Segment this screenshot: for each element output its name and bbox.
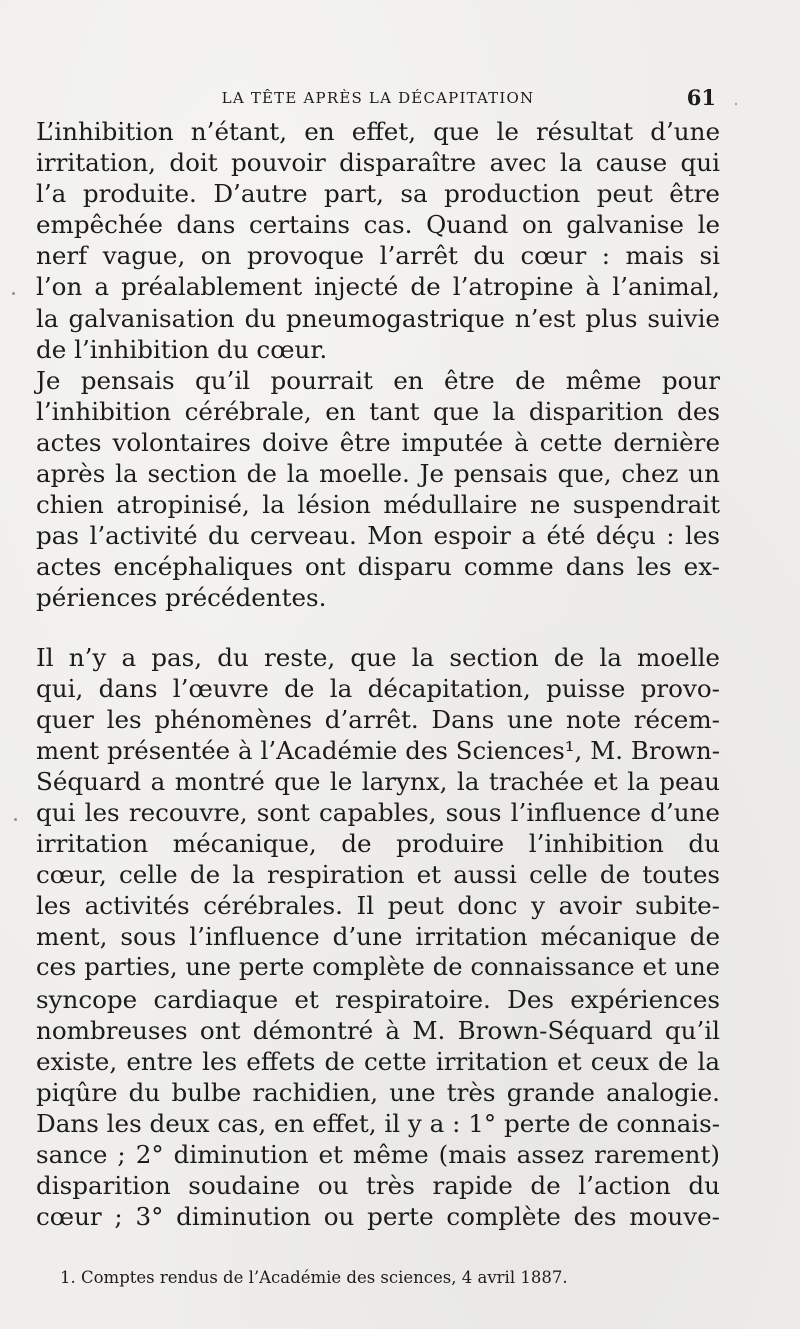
text-line: chien atropinisé, la lésion médullaire ne suspendrait (36, 490, 720, 520)
text-line: ment présentée à l’Académie des Sciences¹, M. Brown- (36, 735, 720, 765)
paper-speck (735, 103, 737, 105)
text-line: qui les recouvre, sont capables, sous l’influence d’une (36, 797, 720, 827)
text-line: disparition soudaine ou très rapide de l’action du (36, 1171, 720, 1201)
text-line: empêchée dans certains cas. Quand on galvanise le (36, 210, 720, 240)
footnote: 1. Comptes rendus de l’Académie des sciences, 4 avril 1887. (60, 1268, 568, 1287)
text-line: après la section de la moelle. Je pensais que, chez un (36, 459, 720, 489)
text-line: l’on a préalablement injecté de l’atropine à l’animal, (36, 272, 720, 302)
text-line: irritation mécanique, de produire l’inhibition du (36, 829, 720, 859)
text-line: de l’inhibition du cœur. (36, 334, 328, 364)
paragraph-2 (36, 365, 720, 614)
text-line: l’inhibition cérébrale, en tant que la disparition des (36, 396, 720, 426)
text-line: la galvanisation du pneumogastrique n’est plus suivie (36, 303, 720, 333)
text-line: nombreuses ont démontré à M. Brown-Séquard qu’il (36, 1015, 720, 1045)
text-line: ces parties, une perte complète de connaissance et une (36, 953, 720, 982)
text-line: nerf vague, on provoque l’arrêt du cœur : mais si (36, 241, 720, 271)
text-line: L’inhibition n’étant, en effet, que le résultat d’une (36, 117, 720, 146)
text-line: Je pensais qu’il pourrait en être de même pour (36, 365, 720, 395)
text-line: périences précédentes. (36, 583, 327, 613)
text-line: piqûre du bulbe rachidien, une très grande analogie. (36, 1077, 720, 1107)
text-line: cœur ; 3° diminution ou perte complète des mouve- (36, 1202, 720, 1232)
text-line: Séquard a montré que le larynx, la trachée et la peau (36, 766, 720, 796)
paragraph-3 (36, 642, 720, 1233)
text-line: qui, dans l’œuvre de la décapitation, puisse provo- (36, 673, 720, 703)
paragraph-gap (36, 614, 720, 642)
running-header (36, 85, 720, 111)
body-text (36, 116, 720, 1232)
text-line: sance ; 2° diminution et même (mais assez rarement) (36, 1140, 720, 1169)
paper-speck (12, 292, 15, 295)
text-line: cœur, celle de la respiration et aussi celle de toutes (36, 860, 720, 890)
text-line: existe, entre les effets de cette irritation et ceux de la (36, 1046, 720, 1076)
paragraph-1 (36, 116, 720, 365)
running-title: LA TÊTE APRÈS LA DÉCAPITATION (221, 89, 535, 107)
text-line: les activités cérébrales. Il peut donc y avoir subite- (36, 891, 720, 921)
text-line: syncope cardiaque et respiratoire. Des expériences (36, 984, 720, 1014)
text-line: quer les phénomènes d’arrêt. Dans une note récem- (36, 704, 720, 734)
text-line: Dans les deux cas, en effet, il y a : 1° perte de connais- (36, 1108, 721, 1138)
text-line: actes encéphaliques ont disparu comme dans les ex- (36, 552, 720, 582)
paper-speck (14, 818, 17, 821)
text-line: l’a produite. D’autre part, sa production peut être (36, 179, 720, 209)
text-line: irritation, doit pouvoir disparaître avec la cause qui (36, 148, 720, 178)
text-line: ment, sous l’influence d’une irritation mécanique de (36, 922, 720, 952)
text-line: pas l’activité du cerveau. Mon espoir a été déçu : les (36, 521, 720, 551)
text-line: Il n’y a pas, du reste, que la section de la moelle (36, 642, 720, 672)
page-number: 61 (686, 85, 716, 110)
text-line: actes volontaires doive être imputée à cette dernière (36, 427, 720, 457)
